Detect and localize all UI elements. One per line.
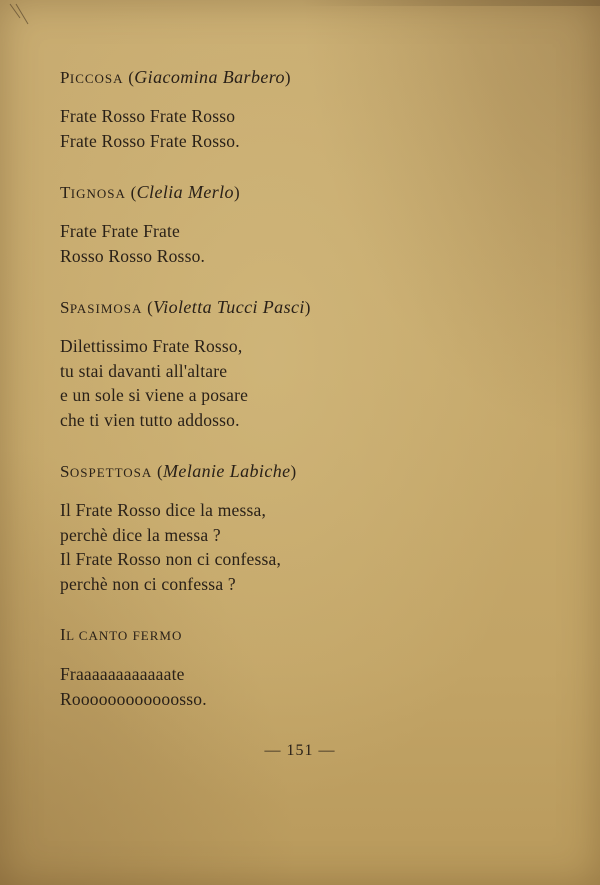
actor-name: Melanie Labiche — [163, 461, 291, 481]
verse-line: Il Frate Rosso dice la messa, — [60, 500, 267, 520]
verse-line: Rosso Rosso Rosso. — [60, 245, 206, 266]
speaker-name: PASIMOSA — [69, 301, 143, 316]
speaker-initial: P — [60, 68, 70, 87]
verse-line: Frate Rosso Frate Rosso. — [60, 130, 240, 151]
page-top-edge — [300, 0, 600, 6]
page-number: — 151 — — [264, 742, 336, 759]
verse-lines — [60, 104, 560, 153]
section-canto-fermo — [60, 622, 560, 711]
speaker-heading: PICCOSA (Giacomina Barbero) — [60, 67, 291, 87]
speaker-initial: S — [60, 462, 70, 481]
verse-line: Frate Rosso Frate Rosso — [60, 106, 236, 126]
speaker-heading: TIGNOSA (Clelia Merlo) — [60, 182, 240, 202]
verse-line: Il Frate Rosso non ci confessa, — [60, 549, 282, 569]
verse-lines — [60, 662, 560, 711]
verse-line: Frate Frate Frate — [60, 221, 181, 241]
section-tignosa — [60, 179, 560, 268]
section-piccosa — [60, 64, 560, 153]
speaker-heading: SPASIMOSA (Violetta Tucci Pasci) — [60, 297, 311, 317]
speaker-initial: I — [60, 625, 67, 644]
speaker-heading: SOSPETTOSA (Melanie Labiche) — [60, 461, 297, 481]
verse-line: Roooooooooooosso. — [60, 688, 207, 709]
verse-line: che ti vien tutto addosso. — [60, 409, 240, 430]
speaker-initial: T — [60, 183, 71, 202]
dialogue-text — [60, 64, 560, 711]
verse-line: Dilettissimo Frate Rosso, — [60, 336, 243, 356]
verse-line: e un sole si viene a posare — [60, 385, 249, 405]
verse-line: tu stai davanti all'altare — [60, 360, 228, 381]
actor-name: Violetta Tucci Pasci — [153, 297, 305, 317]
speaker-name: IGNOSA — [70, 186, 126, 201]
section-spasimosa — [60, 294, 560, 432]
verse-line: perchè non ci confessa ? — [60, 573, 236, 594]
verse-line: perchè dice la messa ? — [60, 524, 221, 545]
speaker-name: ICCOSA — [69, 71, 124, 86]
speaker-name: OSPETTOSA — [69, 465, 153, 480]
section-sospettosa — [60, 458, 560, 596]
speaker-name: L CANTO FERMO — [66, 628, 183, 643]
actor-name: Clelia Merlo — [136, 182, 234, 202]
speaker-initial: S — [60, 298, 70, 317]
verse-lines — [60, 219, 560, 268]
speaker-heading — [60, 622, 560, 648]
actor-name: Giacomina Barbero — [134, 67, 285, 87]
verse-line: Fraaaaaaaaaaaate — [60, 664, 185, 684]
verse-lines — [60, 334, 560, 432]
page-corner-mark — [6, 2, 36, 32]
verse-lines — [60, 498, 560, 596]
